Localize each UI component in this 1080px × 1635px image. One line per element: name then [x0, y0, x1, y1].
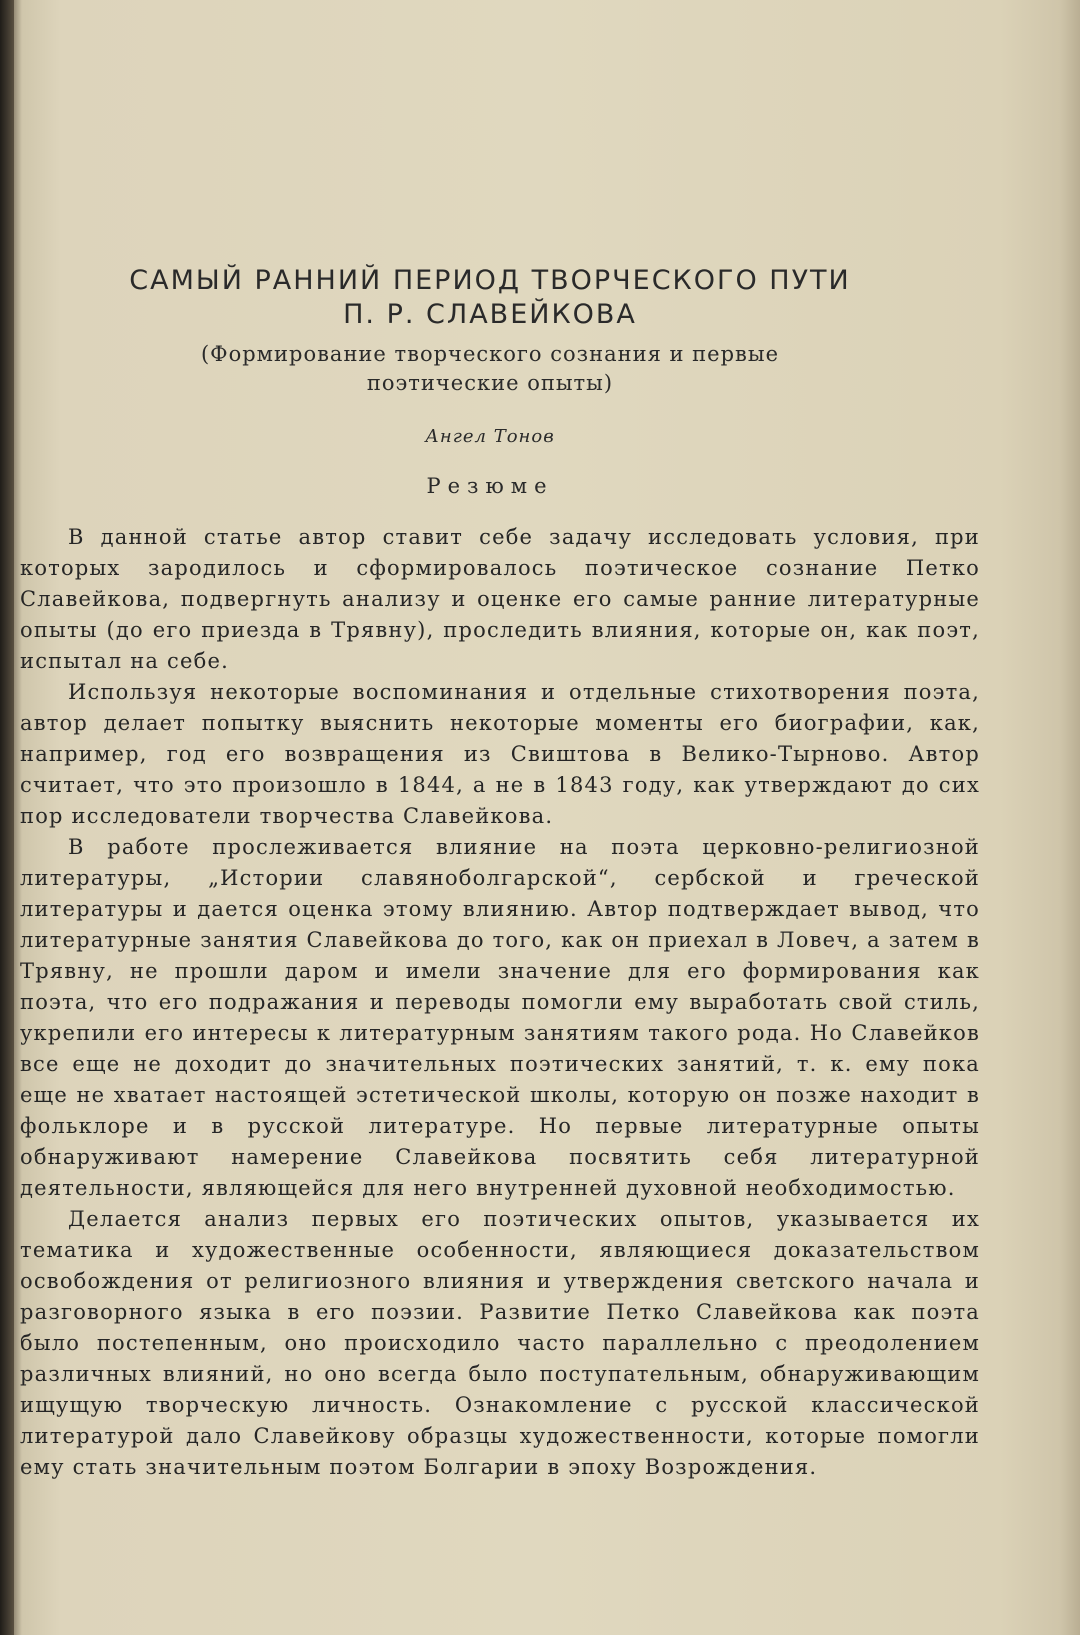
article-subtitle-line-1: (Формирование творческого сознания и первые — [200, 342, 780, 366]
summary-paragraph-1: В данной статье автор ставит себе задачу исследовать условия, при которых зародилось и сформировалось поэтическое сознание Петко Славейкова, подвергнуть анализу и оценке его самые ранние литературные опыты (до его приезда в Трявну), проследить влияния, которые он, как поэт, испытал на себе. — [20, 525, 980, 673]
page-binding-edge — [0, 0, 14, 1635]
article-title-block — [80, 264, 900, 398]
article-title-line-1: САМЫЙ РАННИЙ ПЕРИОД ТВОРЧЕСКОГО ПУТИ — [129, 265, 851, 296]
summary-body — [20, 522, 980, 1483]
article-subtitle-line-2: поэтические опыты) — [366, 371, 614, 395]
summary-heading: Резюме — [426, 474, 554, 498]
author-name: Ангел Тонов — [425, 426, 555, 447]
summary-paragraph-4: Делается анализ первых его поэтических опытов, указывается их тематика и художественные особенности, являющиеся доказательством освобождения от религиозного влияния и утверждения светского начала и разговорного языка в его поэзии. Развитие Петко Славейкова как поэта было постепенным, оно происходило часто параллельно с преодолением различных влияний, но оно всегда было поступательным, обнаруживающим ищущую творческую личность. Ознакомление с русской классической литературой дало Славейкову образцы художественности, которые помогли ему стать значительным поэтом Болгарии в эпоху Возрождения. — [20, 1207, 980, 1479]
article-title-line-2: П. Р. СЛАВЕЙКОВА — [343, 299, 637, 330]
summary-paragraph-2: Используя некоторые воспоминания и отдельные стихотворения поэта, автор делает попытку выяснить некоторые моменты его биографии, как, например, год его возвращения из Свиштова в Велико-Тырново. Автор считает, что это произошло в 1844, а не в 1843 году, как утверждают до сих пор исследователи творчества Славейкова. — [20, 680, 980, 828]
summary-paragraph-3: В работе прослеживается влияние на поэта церковно-религиозной литературы, „Истории славяноболгарской“, сербской и греческой литературы и дается оценка этому влиянию. Автор подтверждает вывод, что литературные занятия Славейкова до того, как он приехал в Ловеч, а затем в Трявну, не прошли даром и имели значение для его формирования как поэта, что его подражания и переводы помогли ему выработать свой стиль, укрепили его интересы к литературным занятиям такого рода. Но Славейков все еще не доходит до значительных поэтических занятий, т. к. ему пока еще не хватает настоящей эстетической школы, которую он позже находит в фольклоре и в русской литературе. Но первые литературные опыты обнаруживают намерение Славейкова посвятить себя литературной деятельности, являющейся для него внутренней духовной необходимостью. — [20, 835, 980, 1200]
